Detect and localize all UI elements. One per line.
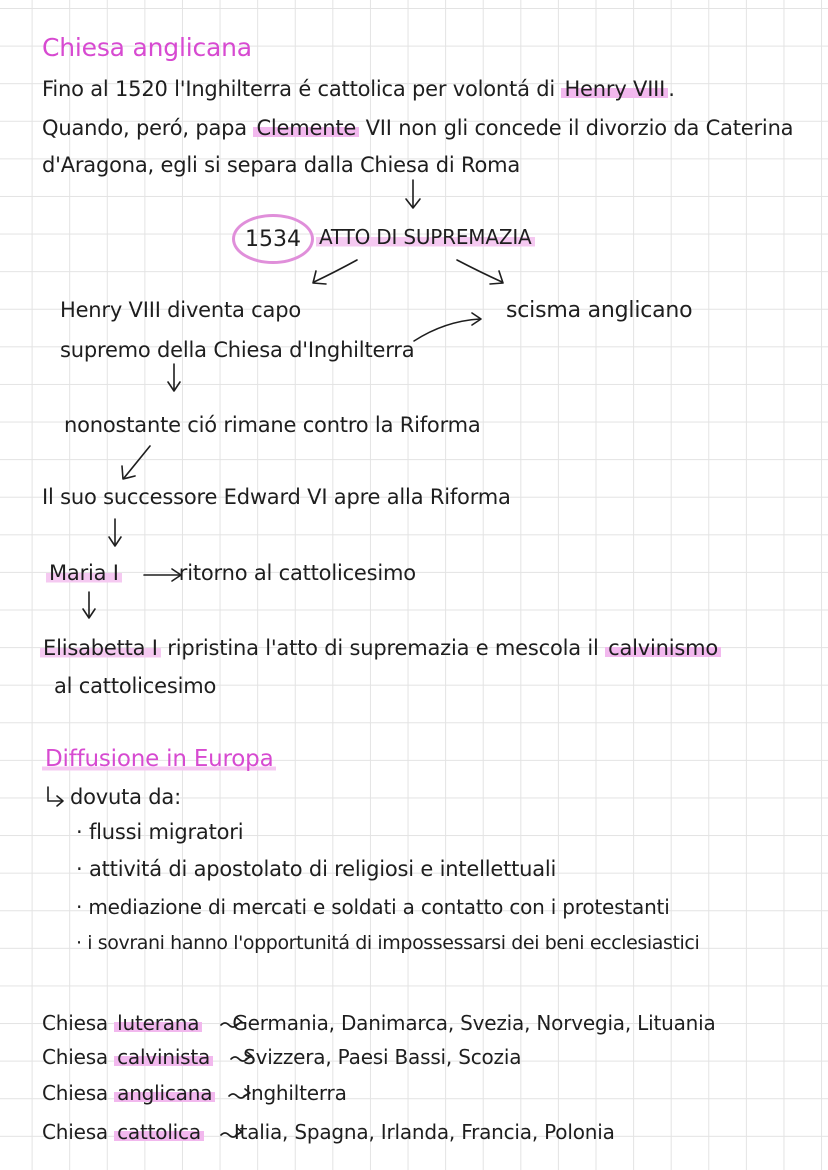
intro-line-1 bbox=[42, 77, 675, 102]
church-countries: Italia, Spagna, Irlanda, Francia, Polonia bbox=[233, 1120, 615, 1144]
atto-di-supremazia-label bbox=[316, 225, 535, 249]
bullet-item: · mediazione di mercati e soldati a contatto con i protestanti bbox=[76, 895, 670, 919]
despite-line: nonostante ció rimane contro la Riforma bbox=[64, 413, 481, 437]
intro-line-2 bbox=[42, 116, 793, 141]
church-name-highlight: cattolica bbox=[114, 1120, 204, 1144]
intro-line-1-end: . bbox=[668, 77, 675, 101]
elisabetta-i-highlight: Elisabetta I bbox=[40, 636, 161, 660]
bullet-item: · attivitá di apostolato di religiosi e intellettuali bbox=[76, 857, 557, 881]
church-prefix: Chiesa bbox=[42, 1081, 115, 1105]
successor-line: Il suo successore Edward VI apre alla Riforma bbox=[42, 485, 511, 509]
church-countries: Svizzera, Paesi Bassi, Scozia bbox=[243, 1045, 522, 1069]
curved-arrow-right-icon bbox=[414, 313, 481, 341]
diagonal-arrow-right-icon bbox=[457, 260, 503, 284]
maria-line bbox=[46, 561, 416, 586]
church-row-anglicana bbox=[42, 1081, 347, 1105]
intro-line-3: d'Aragona, egli si separa dalla Chiesa di Roma bbox=[42, 153, 521, 177]
bullet-text: i sovrani hanno l'opportunitá di impossessarsi dei beni ecclesiastici bbox=[87, 932, 700, 954]
down-arrow-icon bbox=[83, 592, 95, 618]
intro-line-2-text: Quando, peró, papa bbox=[42, 116, 254, 140]
section-title-diffusione bbox=[42, 746, 276, 774]
church-name-highlight: anglicana bbox=[114, 1081, 215, 1105]
church-countries: Germania, Danimarca, Svezia, Norvegia, Lituania bbox=[232, 1011, 716, 1035]
elisabetta-text: ripristina l'atto di supremazia e mescola il bbox=[160, 636, 606, 660]
bullet-item: · flussi migratori bbox=[76, 820, 244, 844]
bullet-text: mediazione di mercati e soldati a contatto con i protestanti bbox=[88, 895, 670, 919]
section-title-chiesa-anglicana: Chiesa anglicana bbox=[42, 33, 252, 62]
atto-di-supremazia-highlight: ATTO DI SUPREMAZIA bbox=[316, 225, 535, 249]
scisma-anglicano-label: scisma anglicano bbox=[506, 298, 693, 323]
left-branch-line-2: supremo della Chiesa d'Inghilterra bbox=[60, 338, 415, 362]
diagonal-arrow-left-icon bbox=[313, 260, 357, 284]
year-1534: 1534 bbox=[245, 226, 301, 252]
down-arrow-icon bbox=[406, 180, 420, 208]
henry-viii-highlight: Henry VIII bbox=[561, 77, 668, 101]
diagonal-down-left-arrow-icon bbox=[122, 446, 150, 479]
intro-line-1-text: Fino al 1520 l'Inghilterra é cattolica per volontá di bbox=[42, 77, 562, 101]
church-row-calvinista bbox=[42, 1045, 521, 1069]
down-arrow-icon bbox=[109, 519, 121, 546]
down-arrow-icon bbox=[168, 364, 180, 391]
dovuta-da-text: dovuta da: bbox=[70, 785, 181, 809]
church-prefix: Chiesa bbox=[42, 1011, 115, 1035]
calvinismo-highlight: calvinismo bbox=[605, 636, 721, 660]
church-countries: Inghilterra bbox=[245, 1081, 347, 1105]
left-branch-line-1: Henry VIII diventa capo bbox=[60, 298, 301, 322]
bullet-text: flussi migratori bbox=[88, 820, 244, 844]
church-row-luterana bbox=[42, 1011, 716, 1035]
church-name-highlight: calvinista bbox=[114, 1045, 213, 1069]
bullet-item: · i sovrani hanno l'opportunitá di impossessarsi dei beni ecclesiastici bbox=[76, 932, 700, 954]
church-name-highlight: luterana bbox=[114, 1011, 202, 1035]
dovuta-da-line bbox=[44, 785, 181, 810]
maria-i-highlight: Maria I bbox=[46, 561, 122, 585]
clemente-highlight: Clemente bbox=[253, 116, 359, 140]
bullet-text: attivitá di apostolato di religiosi e intellettuali bbox=[88, 857, 557, 881]
maria-text: ritorno al cattolicesimo bbox=[178, 561, 416, 585]
elisabetta-line-1 bbox=[40, 636, 721, 661]
church-row-cattolica bbox=[42, 1120, 615, 1144]
diffusione-title-text: Diffusione in Europa bbox=[42, 746, 276, 772]
church-prefix: Chiesa bbox=[42, 1120, 115, 1144]
intro-line-2-end: VII non gli concede il divorzio da Caterina bbox=[359, 116, 794, 140]
year-circle bbox=[232, 214, 314, 264]
church-prefix: Chiesa bbox=[42, 1045, 115, 1069]
elisabetta-line-2: al cattolicesimo bbox=[54, 674, 217, 698]
